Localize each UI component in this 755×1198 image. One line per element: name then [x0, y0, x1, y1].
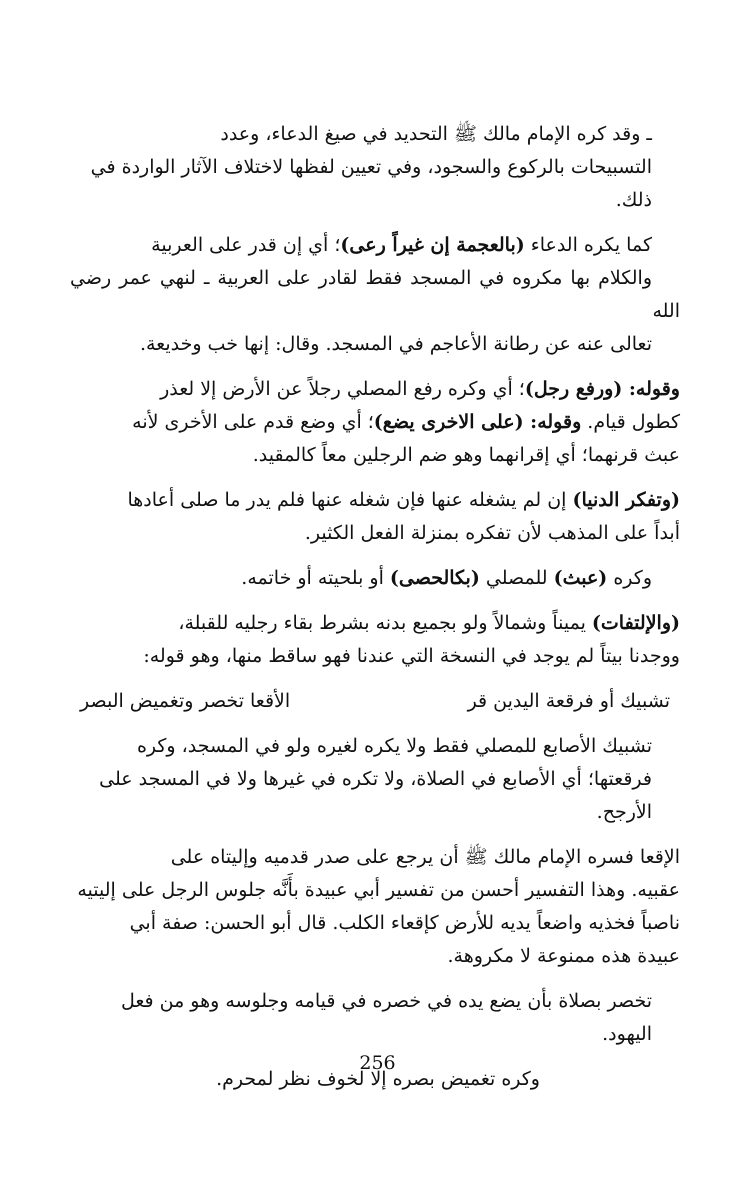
- page-body: [70, 118, 680, 1108]
- text-line: أبداً على المذهب لأن تفكره بمنزلة الفعل الكثير.: [304, 522, 680, 544]
- text-line: عبيدة هذه ممنوعة لا مكروهة.: [447, 945, 680, 967]
- text-line: [70, 484, 680, 517]
- verse-first-hemistich: تشبيك أو فرقعة اليدين قر: [467, 690, 670, 712]
- text-line: ووجدنا بيتاً لم يوجد في النسخة التي عندنا فهو ساقط منها، وهو قوله:: [143, 645, 680, 667]
- paragraph-non-arabic-dua: [70, 229, 680, 361]
- text-run: وكره: [607, 567, 652, 589]
- matn-quote: (عبث): [553, 567, 608, 589]
- text-line: اليهود.: [602, 1023, 652, 1045]
- text-line: والكلام بها مكروه في المسجد فقط لقادر على العربية ـ لنهي عمر رضي الله: [70, 267, 680, 322]
- paragraph-worldly-thoughts: [70, 484, 680, 550]
- page-number: 256: [359, 1052, 396, 1074]
- text-line: الأرجح.: [596, 801, 652, 823]
- verse-second-hemistich: الأقعا تخصر وتغميض البصر: [80, 690, 291, 712]
- text-line: [70, 406, 680, 439]
- matn-quote: (والإلتفات): [591, 612, 680, 634]
- paragraph-hands-on-hips: [70, 985, 680, 1051]
- matn-quote: (وتفكر الدنيا): [572, 489, 680, 511]
- paragraph-raising-foot: [70, 373, 680, 472]
- text-line: [70, 607, 680, 640]
- matn-quote: (بالعجمة إن غيراً رعى): [340, 234, 525, 256]
- paragraph-fidgeting: [70, 562, 680, 595]
- text-line: تعالى عنه عن رطانة الأعاجم في المسجد. وقال: إنها خب وخديعة.: [139, 333, 652, 355]
- text-line: ـ وقد كره الإمام مالك ﷺ التحديد في صيغ الدعاء، وعدد: [220, 123, 652, 145]
- text-line: ناصباً فخذيه واضعاً يديه للأرض كإقعاء الكلب. قال أبو الحسن: صفة أبي: [129, 912, 680, 934]
- matn-quote: وقوله: (على الاخرى يضع): [373, 411, 582, 433]
- text-line: الإقعا فسره الإمام مالك ﷺ أن يرجع على صدر قدميه وإليتاه على: [170, 846, 680, 868]
- text-run: إن لم يشغله عنها فإن شغله عنها فلم يدر ما صلى أعادها: [127, 489, 573, 511]
- text-run: يميناً وشمالاً ولو بجميع بدنه بشرط بقاء رجليه للقبلة،: [178, 612, 592, 634]
- matn-quote: وقوله: (ورفع رجل): [524, 378, 680, 400]
- text-run: ؛ أي وكره رفع المصلي رجلاً عن الأرض إلا لعذر: [160, 378, 525, 400]
- text-run: أو بلحيته أو خاتمه.: [241, 567, 390, 589]
- paragraph-turning: [70, 607, 680, 673]
- text-line: [70, 562, 680, 595]
- text-line: عقبيه. وهذا التفسير أحسن من تفسير أبي عبيدة بأَنَّه جلوس الرجل على إليتيه: [77, 879, 680, 901]
- text-run: كما يكره الدعاء: [524, 234, 652, 256]
- text-line: فرقعتها؛ أي الأصابع في الصلاة، ولا تكره في غيرها ولا في المسجد على: [99, 768, 652, 790]
- text-line: تشبيك الأصابع للمصلي فقط ولا يكره لغيره ولو في المسجد، وكره: [136, 735, 652, 757]
- text-line: عبث قرنهما؛ أي إقرانهما وهو ضم الرجلين معاً كالمقيد.: [252, 444, 680, 466]
- text-run: للمصلي: [479, 567, 554, 589]
- text-run: ؛ أي وضع قدم على الأخرى لأنه: [132, 411, 374, 433]
- text-line: التسبيحات بالركوع والسجود، وفي تعيين لفظها لاختلاف الآثار الواردة في: [90, 156, 652, 178]
- matn-quote: (بكالحصى): [389, 567, 480, 589]
- text-line: [70, 373, 680, 406]
- paragraph-dua-limits: [70, 118, 680, 217]
- paragraph-iqaa: [70, 841, 680, 973]
- text-line: ذلك.: [615, 189, 652, 211]
- poem-verse: [70, 685, 680, 718]
- text-run: ؛ أي إن قدر على العربية: [151, 234, 341, 256]
- text-line: وكره تغميض بصره إلا لخوف نظر لمحرم.: [216, 1068, 540, 1090]
- text-line: تخصر بصلاة بأن يضع يده في خصره في قيامه وجلوسه وهو من فعل: [120, 990, 652, 1012]
- text-run: كطول قيام.: [581, 411, 680, 433]
- text-line: [70, 229, 680, 262]
- paragraph-interlacing-fingers: [70, 730, 680, 829]
